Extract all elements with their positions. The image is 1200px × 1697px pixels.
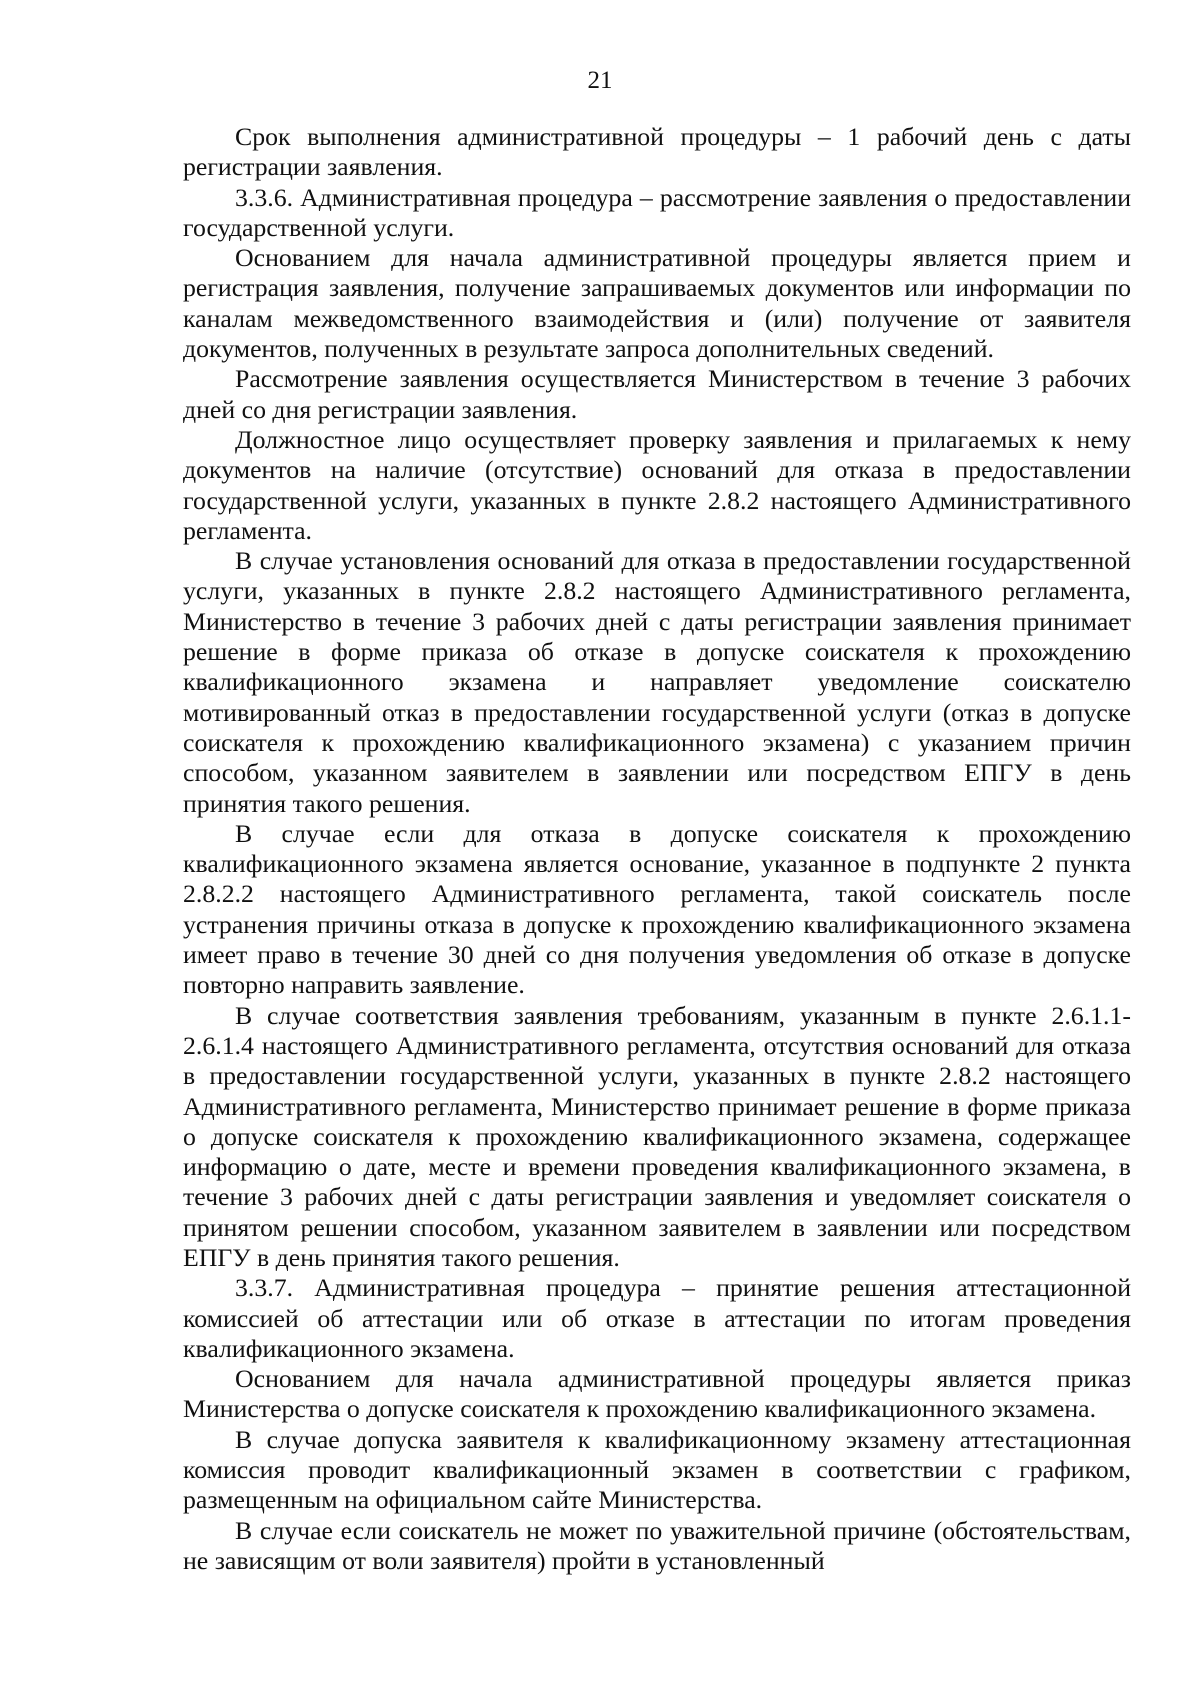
paragraph-exam-schedule: В случае допуска заявителя к квалификационному экзамену аттестационная комиссия проводит квалификационный экзамен в соответствии с графиком, размещенным на официальном сайте Министерства. <box>183 1424 1131 1515</box>
paragraph-exam-basis: Основанием для начала административной процедуры является приказ Министерства о допуске соискателя к прохождению квалификационного экзамена. <box>183 1364 1131 1424</box>
paragraph-valid-reason: В случае если соискатель не может по уважительной причине (обстоятельствам, не зависящим от воли заявителя) пройти в установленный <box>183 1515 1131 1575</box>
paragraph-official-check: Должностное лицо осуществляет проверку заявления и прилагаемых к нему документов на наличие (отсутствие) оснований для отказа в предоставлении государственной услуги, указанных в пункте 2.8.2 настоящего Административного регламента. <box>183 424 1131 545</box>
paragraph-review-term: Рассмотрение заявления осуществляется Министерством в течение 3 рабочих дней со дня регистрации заявления. <box>183 364 1131 424</box>
paragraph-basis: Основанием для начала административной процедуры является прием и регистрация заявления, получение запрашиваемых документов или информации по каналам межведомственного взаимодействия и (или) получение от заявителя документов, полученных в результате запроса дополнительных сведений. <box>183 243 1131 364</box>
paragraph-deadline: Срок выполнения административной процедуры – 1 рабочий день с даты регистрации заявления. <box>183 122 1131 182</box>
paragraph-admission: В случае соответствия заявления требованиям, указанным в пункте 2.6.1.1-2.6.1.4 настоящего Административного регламента, отсутствия оснований для отказа в предоставлении государственной услуги, указанных в пункте 2.8.2 настоящего Административного регламента, Министерство принимает решение в форме приказа о допуске соискателя к прохождению квалификационного экзамена, содержащее информацию о дате, месте и времени проведения квалификационного экзамена, в течение 3 рабочих дней с даты регистрации заявления и уведомляет соискателя о принятом решении способом, указанном заявителем в заявлении или посредством ЕПГУ в день принятия такого решения. <box>183 1000 1131 1272</box>
paragraph-3-3-6-heading: 3.3.6. Административная процедура – рассмотрение заявления о предоставлении государственной услуги. <box>183 182 1131 242</box>
paragraph-resubmission: В случае если для отказа в допуске соискателя к прохождению квалификационного экзамена является основание, указанное в подпункте 2 пункта 2.8.2.2 настоящего Административного регламента, такой соискатель после устранения причины отказа в допуске к прохождению квалификационного экзамена имеет право в течение 30 дней со дня получения уведомления об отказе в допуске повторно направить заявление. <box>183 818 1131 1000</box>
page-number: 21 <box>587 67 613 94</box>
document-body <box>183 122 1131 1576</box>
paragraph-3-3-7-heading: 3.3.7. Административная процедура – принятие решения аттестационной комиссией об аттестации или об отказе в аттестации по итогам проведения квалификационного экзамена. <box>183 1273 1131 1363</box>
paragraph-refusal: В случае установления оснований для отказа в предоставлении государственной услуги, указанных в пункте 2.8.2 настоящего Административного регламента, Министерство в течение 3 рабочих дней с даты регистрации заявления принимает решение в форме приказа об отказе в допуске соискателя к прохождению квалификационного экзамена и направляет уведомление соискателю мотивированный отказ в предоставлении государственной услуги (отказ в допуске соискателя к прохождению квалификационного экзамена) с указанием причин способом, указанном заявителем в заявлении или посредством ЕПГУ в день принятия такого решения. <box>183 546 1131 818</box>
